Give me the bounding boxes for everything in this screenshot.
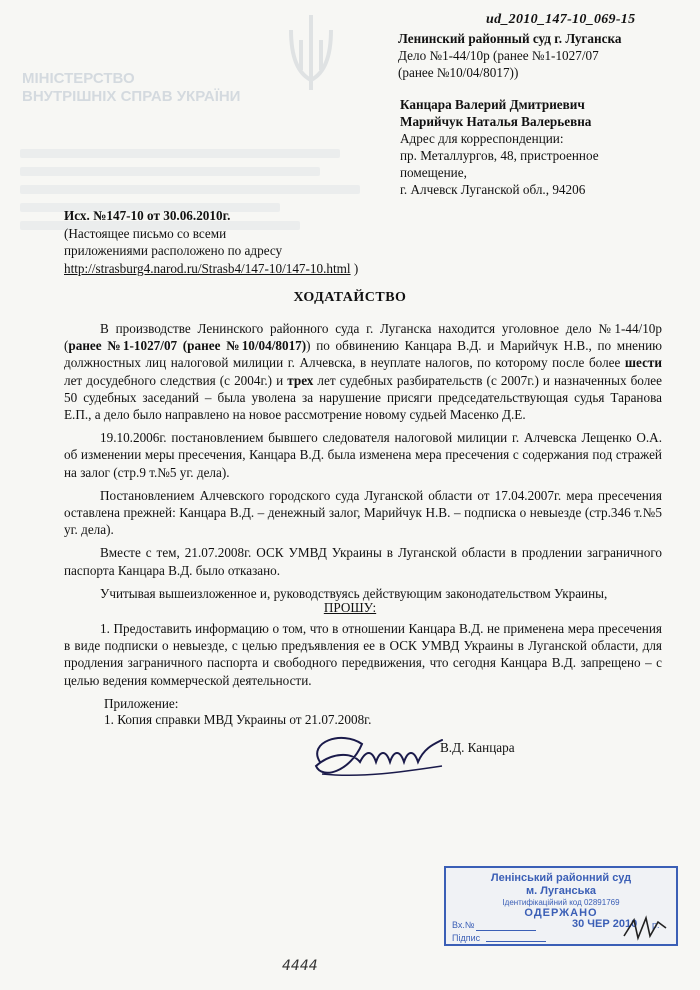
outgoing-number: Исх. №147-10 от 30.06.2010г. [64,208,231,223]
stamp-signature-scribble [622,914,668,942]
p1-bold-three: трех [287,372,314,388]
stamp-received: ОДЕРЖАНО [524,907,598,919]
court-block [398,30,621,81]
address-line-2: помещение, [400,165,467,180]
attachment-item-1: 1. Копия справки МВД Украины от 21.07.2008г. [104,712,372,727]
address-line-1: пр. Металлургов, 48, пристроенное [400,148,599,163]
p1-text-a: В производстве Ленинского районного суда г. Луганска находится уголовное дело №1-44/10р ( [64,321,662,354]
address-line-3: г. Алчевск Луганской обл., 94206 [400,182,586,197]
handwritten-signature [302,722,452,792]
document-tag: ud_2010_147-10_069-15 [486,12,636,27]
paragraph-1 [64,320,662,423]
reference-note-1: (Настоящее письмо со всеми [64,225,227,241]
paragraph-5: Учитывая вышеизложенное и, руководствуясь действующим законодательством Украины, [100,585,608,601]
stamp-city: м. Луганська [526,885,596,897]
signer-name: В.Д. Канцара [440,740,515,755]
trident-emblem-icon [276,10,346,100]
stamp-date: 30 ЧЕР 2010 [572,918,638,930]
reference-note-2: приложениями расположено по адресу [64,243,283,258]
document-body [64,320,662,606]
paragraph-4: Вместе с тем, 21.07.2008г. ОСК УМВД Украины в Луганской области в продлении заграничного паспорта Канцара В.Д. было отказано. [64,545,662,578]
reference-close: ) [350,260,359,276]
ghost-ministry-line1: МІНІСТЕРСТВО [22,70,135,87]
request-body [64,620,662,689]
paragraph-3: Постановлением Алчевского городского суда Луганской области от 17.04.2007г. мера пресечения оставлена прежней: Канцара В.Д. – денежный залог, Марийчук Н.В. – подписка о невыезде (стр.346 т.№5 уг. дела). [64,487,662,538]
handwritten-number: 4444 [282,958,318,974]
paragraph-2: 19.10.2006г. постановлением бывшего следователя налоговой милиции г. Алчевска Лещенко О.А. об изменении меры пресечения, Канцара В.Д. была изменена мера пресечения с содержания под стражей на залог (стр.9 т.№5 уг. дела). [64,430,662,480]
p1-text-e: лет досудебного следствия (с 2004г.) и [64,372,288,388]
sender-name-2: Марийчук Наталья Валерьевна [400,114,592,129]
address-label: Адрес для корреспонденции: [400,131,564,146]
sender-name-1: Канцара Валерий Дмитриевич [400,97,585,112]
stamp-in-label: Вх.№ [452,920,475,930]
p1-text-g: лет судебных разбирательств (с 2007г.) и назначенных более 50 судебных заседаний – была уволена за нарушение присяги председательствующая судья Таранова Е.П., а дело было направлено на новое рассмотрение новому судьей Масенко Д.Е. [64,372,662,423]
document-heading: ХОДАТАЙСТВО [293,290,407,305]
p1-bold-case: ранее №1-1027/07 (ранее №10/04/8017) [68,338,307,354]
court-name: Ленинский районный суд г. Луганска [398,31,622,46]
stamp-court-name: Ленінський районний суд [490,872,632,884]
stamp-id-code: Ідентифікаційний код 02891769 [502,898,620,907]
reference-block [64,207,358,277]
stamp-year-suffix: р. [652,920,660,930]
request-heading: ПРОШУ: [323,600,377,615]
received-stamp [444,866,678,946]
attachment-title: Приложение: [104,696,179,711]
ghost-ministry-line2: ВНУТРІШНІХ СПРАВ УКРАЇНИ [22,88,241,105]
p1-text-c: ) по обвинению Канцара В.Д. и Марийчук Н.В., по мнению должностных лиц налоговой милиции г. Алчевска, в неуплате налогов, по которому после более [64,338,662,371]
ghost-letterhead [22,70,240,106]
case-number-previous: (ранее №10/04/8017)) [398,65,519,80]
case-number: Дело №1-44/10р (ранее №1-1027/07 [398,48,599,63]
stamp-sign-label: Підпис [452,933,481,943]
sender-block [400,96,599,198]
p1-bold-six: шести [624,355,662,371]
document-url-link[interactable]: http://strasburg4.narod.ru/Strasb4/147-10/147-10.html [64,260,351,276]
request-item-1: 1. Предоставить информацию о том, что в отношении Канцара В.Д. не применена мера пресечения в виде подписки о невыезде, с целью предъявления ее в ОСК УМВД Украины в Луганской области, для продления заграничного паспорта и свободного передвижения, что сегодня Канцара В.Д. запрещено – с целью ведения коммерческой деятельности. [64,621,662,688]
